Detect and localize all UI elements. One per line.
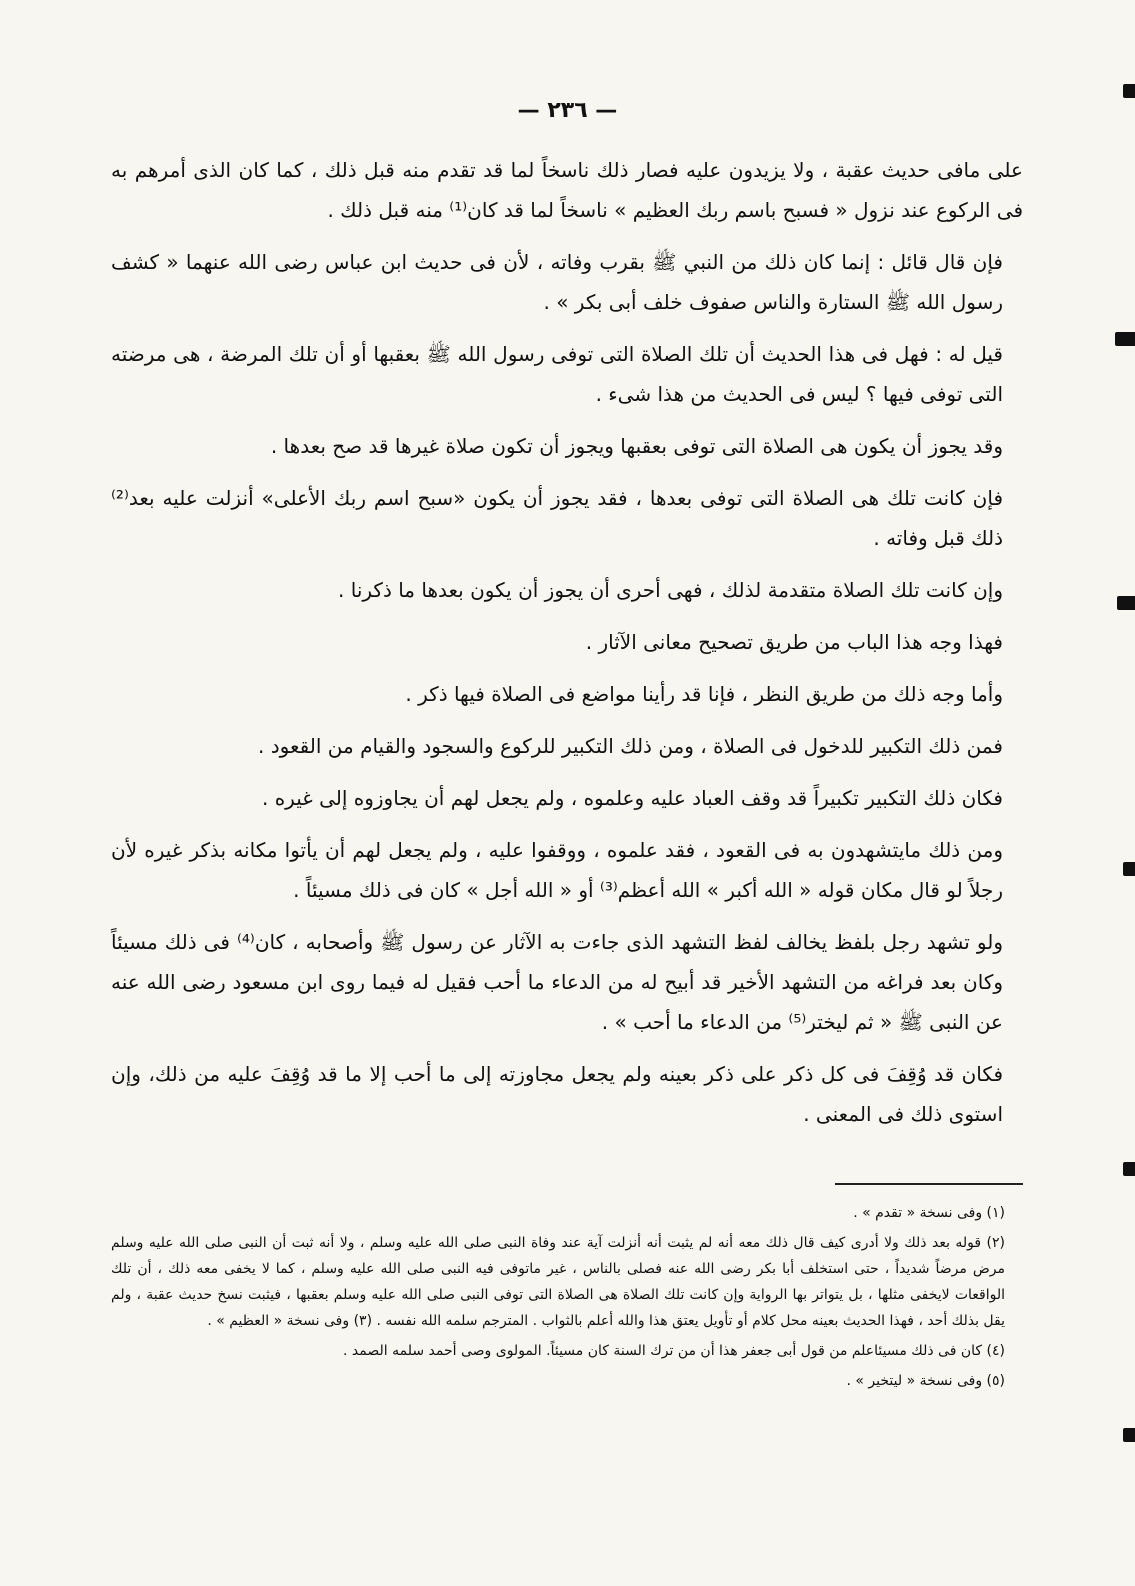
paragraph: فكان ذلك التكبير تكبيراً قد وقف العباد عليه وعلموه ، ولم يجعل لهم أن يجاوزوه إلى غيره . xyxy=(261,786,1003,810)
paragraph: فمن ذلك التكبير للدخول فى الصلاة ، ومن ذلك التكبير للركوع والسجود والقيام من القعود . xyxy=(258,734,1003,758)
scan-edge-mark xyxy=(1115,332,1135,346)
scan-edge-mark xyxy=(1123,84,1135,98)
paragraph: ولو تشهد رجل بلفظ يخالف لفظ التشهد الذى جاءت به الآثار عن رسول ﷺ وأصحابه ، كان⁽⁴⁾ فى ذلك مسيئاً وكان بعد فراغه من التشهد الأخير قد أبيح له من الدعاء ما أحب فقيل له فيما روى ابن مسعود رضى الله عنه عن النبى ﷺ « ثم ليختر⁽⁵⁾ من الدعاء ما أحب » . xyxy=(111,930,1003,1034)
paragraph: فإن كانت تلك هى الصلاة التى توفى بعدها ، فقد يجوز أن يكون «سبح اسم ربك الأعلى» أنزلت عليه بعد⁽²⁾ ذلك قبل وفاته . xyxy=(111,486,1003,550)
scan-edge-mark xyxy=(1117,596,1135,610)
paragraph: وقد يجوز أن يكون هى الصلاة التى توفى بعقبها ويجوز أن تكون صلاة غيرها قد صح بعدها . xyxy=(270,434,1003,458)
paragraph: فإن قال قائل : إنما كان ذلك من النبي ﷺ بقرب وفاته ، لأن فى حديث ابن عباس رضى الله عنهما « كشف رسول الله ﷺ الستارة والناس صفوف خلف أبى بكر » . xyxy=(111,250,1003,314)
paragraph: فكان قد وُقِفَ فى كل ذكر على ذكر بعينه ولم يجعل مجاوزته إلى ما أحب إلا ما قد وُقِفَ عليه من ذلك، وإن استوى ذلك فى المعنى . xyxy=(111,1062,1003,1126)
footnote: (٢) قوله بعد ذلك ولا أدرى كيف قال ذلك معه أنه لم يثبت أنه أنزلت آية عند وفاة النبى صلى الله عليه وسلم ، ولا أنه ثبت أن النبى صلى الله عليه وسلم مرض مرضاً شديداً ، حتى استخلف أبا بكر رضى الله عنه فصلى بالناس ، غير ماتوفى فيه النبى صلى الله عليه وسلم ، كما لا يخفى معه ذلك ، أن تلك الواقعات لايخفى مثلها ، بل يتواتر بها الرواية وإن كانت تلك الصلاة هى الصلاة التى توفى النبى صلى الله عليه وسلم بعقبها ، فيثبت نسخ حديث عقبة ، ولم يقل بذلك أحد ، فهذا الحديث بعينه محل كلام أو تأويل يعتق هذا والله أعلم بالثواب . المترجم سلمه الله نفسه . (٣) وفى نسخة « العظيم » . xyxy=(111,1235,1005,1329)
footnote: (١) وفى نسخة « تقدم » . xyxy=(853,1205,1005,1221)
page-number: — ٢٣٦ — xyxy=(517,98,618,123)
paragraph: ومن ذلك مايتشهدون به فى القعود ، فقد علموه ، ووقفوا عليه ، ولم يجعل لهم أن يأتوا مكانه بذكر غيره لأن رجلاً لو قال مكان قوله « الله أكبر » الله أعظم⁽³⁾ أو « الله أجل » كان فى ذلك مسيئاً . xyxy=(111,838,1003,902)
scan-edge-mark xyxy=(1123,1162,1135,1176)
paragraph: وإن كانت تلك الصلاة متقدمة لذلك ، فهى أحرى أن يجوز أن يكون بعدها ما ذكرنا . xyxy=(338,578,1003,602)
paragraph: فهذا وجه هذا الباب من طريق تصحيح معانى الآثار . xyxy=(585,630,1003,654)
scan-edge-mark xyxy=(1123,1428,1135,1442)
paragraph: على مافى حديث عقبة ، ولا يزيدون عليه فصار ذلك ناسخاً لما قد تقدم منه قبل ذلك ، كما كان الذى أمرهم به فى الركوع عند نزول « فسبح باسم ربك العظيم » ناسخاً لما قد كان⁽¹⁾ منه قبل ذلك . xyxy=(111,158,1023,222)
paragraph: قيل له : فهل فى هذا الحديث أن تلك الصلاة التى توفى رسول الله ﷺ بعقبها أو أن تلك المرضة ، هى مرضته التى توفى فيها ؟ ليس فى الحديث من هذا شىء . xyxy=(111,342,1003,406)
scan-edge-mark xyxy=(1123,862,1135,876)
paragraph: وأما وجه ذلك من طريق النظر ، فإنا قد رأينا مواضع فى الصلاة فيها ذكر . xyxy=(405,682,1003,706)
footnote: (٥) وفى نسخة « ليتخير » . xyxy=(846,1373,1005,1389)
footnote-separator xyxy=(835,1183,1023,1185)
footnote: (٤) كان فى ذلك مسيئاعلم من قول أبى جعفر هذا أن من ترك السنة كان مسيئاً. المولوى وصى أحمد سلمه الصمد . xyxy=(343,1343,1005,1359)
main-text xyxy=(111,150,1023,1146)
footnotes xyxy=(111,1200,1023,1398)
